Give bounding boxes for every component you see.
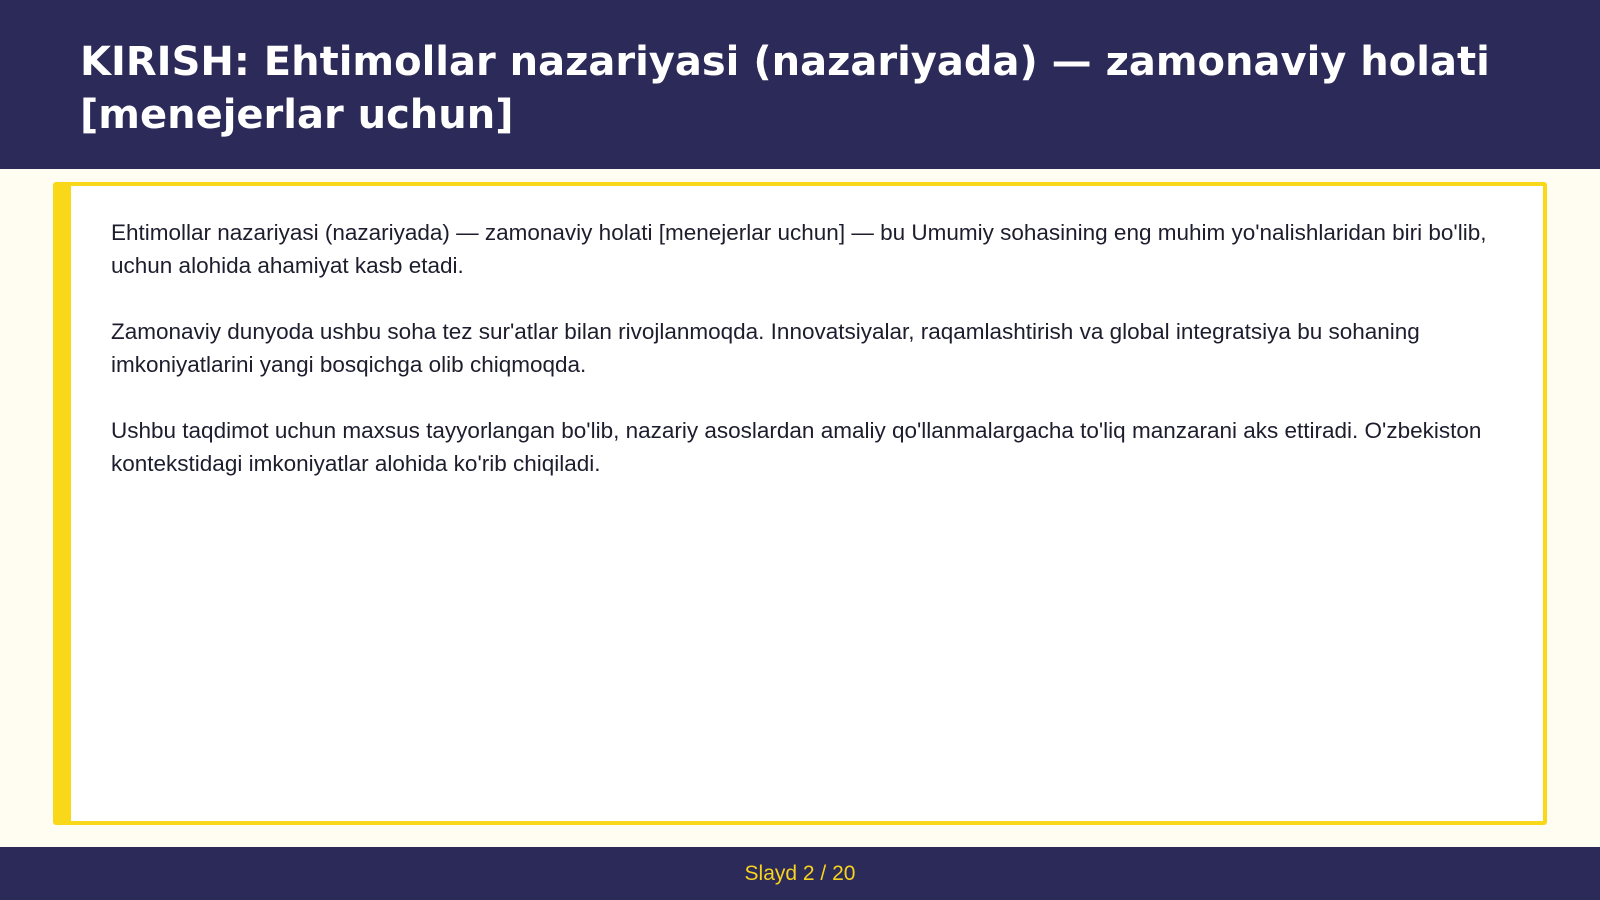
slide-title: KIRISH: Ehtimollar nazariyasi (nazariyada) — zamonaviy holati [menejerlar uchun] [80,39,1490,138]
development-paragraph: Zamonaviy dunyoda ushbu soha tez sur'atlar bilan rivojlanmoqda. Innovatsiyalar, raqamlashtirish va global integratsiya bu sohaning imkoniyatlarini yangi bosqichga olib chiqmoqda. [111,319,1420,377]
content-card [53,182,1547,825]
slide-counter: Slayd 2 / 20 [744,862,856,885]
intro-paragraph: Ehtimollar nazariyasi (nazariyada) — zamonaviy holati [menejerlar uchun] — bu Umumiy sohasining eng muhim yo'nalishlaridan biri bo'lib, uchun alohida ahamiyat kasb etadi. [111,220,1487,278]
presentation-paragraph: Ushbu taqdimot uchun maxsus tayyorlangan bo'lib, nazariy asoslardan amaliy qo'llanmalargacha to'liq manzarani aks ettiradi. O'zbekiston kontekstidagi imkoniyatlar alohida ko'rib chiqiladi. [111,418,1482,476]
slide-header [0,0,1600,169]
slide-footer [0,847,1600,900]
